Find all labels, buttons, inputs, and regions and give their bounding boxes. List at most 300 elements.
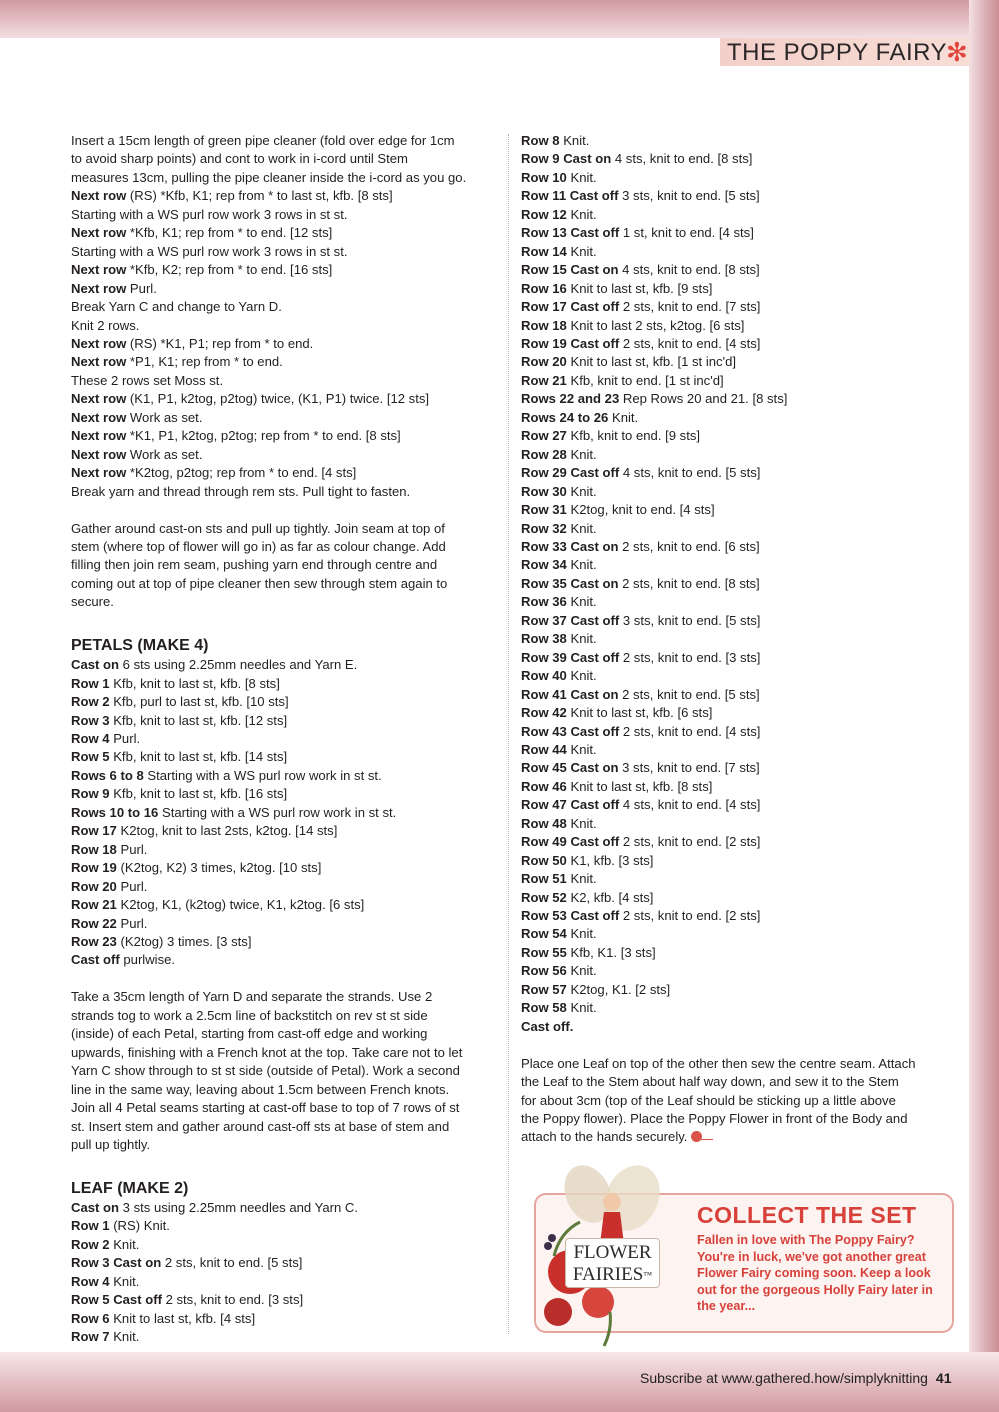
row-instruction: Knit to last st, kfb. [4 sts]	[109, 1310, 256, 1326]
pattern-line	[71, 483, 499, 501]
row-instruction: coming out at top of pipe cleaner then sew through stem again to	[71, 575, 448, 591]
row-label: Row 21	[521, 372, 567, 388]
pattern-line	[521, 741, 949, 759]
row-instruction: Kfb, knit to last st, kfb. [16 sts]	[109, 786, 288, 802]
row-instruction: Starting with a WS purl row work in st st.	[158, 804, 397, 820]
row-instruction: Knit.	[566, 243, 597, 259]
row-label: Row 37 Cast off	[521, 612, 620, 628]
row-instruction: K1, kfb. [3 sts]	[566, 852, 654, 868]
pattern-line	[521, 1128, 949, 1146]
row-label: Rows 10 to 16	[71, 804, 159, 820]
pattern-line	[521, 520, 949, 538]
pattern-line	[521, 132, 949, 150]
row-instruction: 2 sts, knit to end. [2 sts]	[619, 908, 761, 924]
pattern-line	[71, 593, 499, 611]
pattern-line	[521, 704, 949, 722]
pattern-line	[521, 243, 949, 261]
row-instruction: purlwise.	[119, 952, 176, 968]
pattern-line	[71, 1310, 499, 1328]
row-instruction: Knit to last st, kfb. [8 sts]	[566, 778, 713, 794]
page-border-top	[0, 0, 999, 38]
row-instruction: attach to the hands securely.	[521, 1129, 688, 1145]
pattern-line	[521, 796, 949, 814]
row-label: Row 22	[71, 915, 117, 931]
pattern-line	[71, 446, 499, 464]
row-instruction: Rep Rows 20 and 21. [8 sts]	[619, 391, 788, 407]
row-label: Row 13 Cast off	[521, 225, 620, 241]
row-label: Row 14	[521, 243, 567, 259]
promo-body: Fallen in love with The Poppy Fairy? You're in luck, we've got another great Flower Fairy coming soon. Keep a look out for the gorgeous Holly Fairy later in the year...	[697, 1233, 933, 1314]
pattern-line	[71, 951, 499, 969]
row-instruction: Knit.	[566, 206, 597, 222]
pattern-line	[521, 630, 949, 648]
pattern-line	[71, 372, 499, 390]
yarn-ball-icon	[691, 1131, 702, 1142]
pattern-line	[71, 353, 499, 371]
pattern-line	[521, 372, 949, 390]
row-label: Row 17 Cast off	[521, 299, 620, 315]
row-instruction: Knit.	[566, 668, 597, 684]
row-label: Row 29 Cast off	[521, 465, 620, 481]
row-instruction: K2tog, K1, (k2tog) twice, K1, k2tog. [6 sts]	[116, 897, 365, 913]
row-instruction: Kfb, knit to last st, kfb. [14 sts]	[109, 749, 288, 765]
pattern-line	[521, 962, 949, 980]
row-instruction: Starting with a WS purl row work 3 rows in st st.	[71, 206, 348, 222]
row-instruction: Work as set.	[126, 446, 203, 462]
paragraph-gap	[71, 970, 499, 988]
pattern-line	[71, 804, 499, 822]
pattern-line	[71, 1099, 499, 1117]
row-instruction: Knit.	[566, 631, 597, 647]
row-label: Next row	[71, 428, 127, 444]
row-label: Rows 24 to 26	[521, 409, 609, 425]
row-instruction: Kfb, knit to end. [9 sts]	[566, 428, 701, 444]
logo-trademark: ™	[643, 1270, 653, 1280]
row-instruction: Purl.	[109, 731, 141, 747]
footer	[640, 1369, 952, 1387]
row-instruction: Knit to last st, kfb. [9 sts]	[566, 280, 713, 296]
pattern-line	[521, 649, 949, 667]
row-instruction: upwards, finishing with a French knot at the top. Take care not to let	[71, 1044, 463, 1060]
row-instruction: 2 sts, knit to end. [3 sts]	[161, 1292, 304, 1308]
row-instruction: Join all 4 Petal seams starting at cast-off base to top of 7 rows of st	[71, 1100, 460, 1116]
row-label: Row 21	[71, 897, 117, 913]
logo-line-2	[566, 1264, 659, 1286]
row-label: Row 45 Cast on	[521, 760, 619, 776]
pattern-line	[71, 730, 499, 748]
subscribe-link[interactable]: Subscribe at www.gathered.how/simplyknitting	[640, 1370, 928, 1386]
pattern-line	[71, 390, 499, 408]
row-label: Row 53 Cast off	[521, 908, 620, 924]
row-instruction: stem (where top of flower will go in) as far as colour change. Add	[71, 538, 446, 554]
row-instruction: Insert a 15cm length of green pipe cleaner (fold over edge for 1cm	[71, 133, 455, 148]
row-instruction: line in the same way, leaving about 1.5cm between French knots.	[71, 1081, 450, 1097]
pattern-line	[71, 1044, 499, 1062]
paragraph-gap	[71, 501, 499, 519]
pattern-line	[521, 390, 949, 408]
pattern-line	[521, 944, 949, 962]
pattern-line	[521, 427, 949, 445]
row-instruction: *K2tog, p2tog; rep from * to end. [4 sts]	[126, 465, 357, 481]
row-instruction: secure.	[71, 594, 114, 610]
row-label: Row 31	[521, 502, 567, 518]
row-label: Next row	[71, 280, 127, 296]
pattern-line	[71, 298, 499, 316]
row-label: Row 41 Cast on	[521, 686, 619, 702]
row-instruction: 4 sts, knit to end. [8 sts]	[611, 151, 753, 167]
pattern-line	[521, 464, 949, 482]
pattern-line	[71, 1199, 499, 1217]
pattern-line	[521, 723, 949, 741]
row-label: Next row	[71, 354, 127, 370]
row-instruction: These 2 rows set Moss st.	[71, 372, 224, 388]
row-label: Row 5	[71, 749, 110, 765]
pattern-line	[71, 896, 499, 914]
row-instruction: 4 sts, knit to end. [4 sts]	[619, 797, 761, 813]
pattern-line	[71, 1081, 499, 1099]
pattern-line	[71, 1007, 499, 1025]
row-instruction: Knit to last st, kfb. [1 st inc'd]	[566, 354, 736, 370]
row-label: Next row	[71, 225, 127, 241]
row-instruction: 2 sts, knit to end. [7 sts]	[619, 299, 761, 315]
row-instruction: 2 sts, knit to end. [5 sts]	[618, 686, 760, 702]
row-label: Row 42	[521, 705, 567, 721]
row-instruction: 4 sts, knit to end. [8 sts]	[618, 262, 760, 278]
pattern-line	[71, 656, 499, 674]
pattern-line	[521, 778, 949, 796]
pattern-line	[71, 878, 499, 896]
pattern-line	[71, 409, 499, 427]
row-instruction: 2 sts, knit to end. [5 sts]	[161, 1255, 303, 1271]
row-instruction: Knit.	[566, 520, 597, 536]
row-label: Rows 6 to 8	[71, 767, 144, 783]
row-instruction: Place one Leaf on top of the other then sew the centre seam. Attach	[521, 1055, 916, 1071]
pattern-line	[521, 280, 949, 298]
row-instruction: Knit.	[608, 409, 639, 425]
row-label: Row 15 Cast on	[521, 262, 619, 278]
pattern-line	[521, 150, 949, 168]
row-label: Row 57	[521, 981, 567, 997]
pattern-line	[71, 785, 499, 803]
pattern-line	[521, 538, 949, 556]
pattern-line	[521, 483, 949, 501]
pattern-line	[521, 907, 949, 925]
row-instruction: Kfb, knit to end. [1 st inc'd]	[566, 372, 724, 388]
row-instruction: *K1, P1, k2tog, p2tog; rep from * to end. [8 sts]	[126, 428, 401, 444]
row-label: Row 7	[71, 1329, 110, 1345]
row-instruction: Knit.	[566, 926, 597, 942]
row-instruction: (RS) *K1, P1; rep from * to end.	[126, 335, 314, 351]
row-instruction: Knit.	[566, 1000, 597, 1016]
pattern-line	[521, 999, 949, 1017]
row-instruction: strands tog to work a 2.5cm line of backstitch on rev st st side	[71, 1007, 428, 1023]
row-label: Row 28	[521, 446, 567, 462]
row-label: Row 33 Cast on	[521, 538, 619, 554]
page-border-right	[969, 0, 999, 1412]
pattern-line	[71, 1217, 499, 1235]
right-column	[521, 132, 949, 1147]
row-instruction: measures 13cm, pulling the pipe cleaner inside the i-cord as you go.	[71, 169, 467, 185]
row-label: Row 44	[521, 741, 567, 757]
pattern-line	[71, 859, 499, 877]
row-label: Row 40	[521, 668, 567, 684]
row-label: Row 10	[521, 169, 567, 185]
page-title: THE POPPY FAIRY	[727, 39, 948, 66]
row-instruction: 2 sts, knit to end. [6 sts]	[618, 538, 760, 554]
row-instruction: Knit.	[559, 133, 590, 148]
row-instruction: Knit.	[566, 594, 597, 610]
pattern-line	[71, 822, 499, 840]
pattern-line	[521, 833, 949, 851]
row-label: Next row	[71, 446, 127, 462]
row-label: Row 4	[71, 731, 110, 747]
row-instruction: for about 3cm (top of the Leaf should be sticking up a little above	[521, 1092, 896, 1108]
row-instruction: Knit.	[566, 963, 597, 979]
pattern-line	[71, 712, 499, 730]
flower-fairies-logo	[565, 1238, 660, 1288]
row-label: Row 3 Cast on	[71, 1255, 162, 1271]
row-label: Next row	[71, 409, 127, 425]
pattern-line	[71, 427, 499, 445]
pattern-line	[71, 1136, 499, 1154]
row-instruction: *Kfb, K2; rep from * to end. [16 sts]	[126, 262, 333, 278]
pattern-line	[521, 261, 949, 279]
row-label: Next row	[71, 335, 127, 351]
row-label: Row 19	[71, 860, 117, 876]
pattern-line	[71, 933, 499, 951]
row-instruction: *P1, K1; rep from * to end.	[126, 354, 283, 370]
row-instruction: Yarn C show through to st st side (outside of Petal). Work a second	[71, 1063, 460, 1079]
row-instruction: 2 sts, knit to end. [4 sts]	[619, 335, 761, 351]
row-label: Cast off	[71, 952, 120, 968]
row-instruction: Purl.	[116, 915, 148, 931]
left-column	[71, 132, 499, 1346]
pattern-line	[71, 1291, 499, 1309]
pattern-line	[521, 870, 949, 888]
row-instruction: 3 sts, knit to end. [5 sts]	[619, 612, 761, 628]
pattern-line	[71, 1118, 499, 1136]
pattern-line	[71, 261, 499, 279]
pattern-line	[71, 1328, 499, 1346]
row-instruction: Knit.	[109, 1273, 140, 1289]
pattern-line	[521, 759, 949, 777]
row-instruction: 3 sts using 2.25mm needles and Yarn C.	[119, 1199, 358, 1215]
row-instruction: 2 sts, knit to end. [4 sts]	[619, 723, 761, 739]
pattern-line	[521, 353, 949, 371]
row-label: Row 30	[521, 483, 567, 499]
logo-line-2-text: FAIRIES	[572, 1264, 644, 1285]
row-label: Cast on	[71, 657, 120, 673]
pattern-line	[521, 593, 949, 611]
pattern-line	[71, 132, 499, 150]
row-label: Row 50	[521, 852, 567, 868]
pattern-line	[521, 501, 949, 519]
row-instruction: Knit.	[566, 446, 597, 462]
row-label: Next row	[71, 262, 127, 278]
row-label: Row 58	[521, 1000, 567, 1016]
pattern-line	[521, 446, 949, 464]
row-label: Row 54	[521, 926, 567, 942]
row-label: Row 38	[521, 631, 567, 647]
pattern-line	[71, 767, 499, 785]
pattern-line	[71, 206, 499, 224]
row-instruction: 2 sts, knit to end. [2 sts]	[619, 834, 761, 850]
row-instruction: 3 sts, knit to end. [5 sts]	[618, 188, 760, 204]
row-instruction: K2tog, K1. [2 sts]	[566, 981, 671, 997]
logo-line-1: FLOWER	[573, 1242, 652, 1263]
row-instruction: K2tog, knit to last 2sts, k2tog. [14 sts]	[116, 823, 338, 839]
row-label: Cast off.	[521, 1018, 574, 1034]
row-instruction: Knit 2 rows.	[71, 317, 140, 333]
row-instruction: Kfb, knit to last st, kfb. [12 sts]	[109, 712, 288, 728]
row-label: Row 4	[71, 1273, 110, 1289]
row-label: Row 17	[71, 823, 117, 839]
row-instruction: Knit to last 2 sts, k2tog. [6 sts]	[566, 317, 745, 333]
row-label: Row 20	[521, 354, 567, 370]
row-label: Row 43 Cast off	[521, 723, 620, 739]
row-label: Row 9 Cast on	[521, 151, 612, 167]
column-divider	[508, 134, 509, 1334]
pattern-line	[521, 1055, 949, 1073]
row-label: Row 19 Cast off	[521, 335, 620, 351]
section-heading: LEAF (MAKE 2)	[71, 1179, 189, 1197]
row-label: Row 52	[521, 889, 567, 905]
pattern-line	[71, 520, 499, 538]
row-label: Row 39 Cast off	[521, 649, 620, 665]
row-label: Row 56	[521, 963, 567, 979]
row-label: Row 20	[71, 878, 117, 894]
pattern-line	[521, 981, 949, 999]
pattern-line	[521, 409, 949, 427]
row-instruction: filling then join rem seam, pushing yarn end through centre and	[71, 557, 438, 573]
pattern-line	[71, 317, 499, 335]
row-instruction: K2, kfb. [4 sts]	[566, 889, 654, 905]
row-label: Row 36	[521, 594, 567, 610]
row-label: Row 1	[71, 1218, 110, 1234]
row-instruction: Knit.	[566, 169, 597, 185]
row-instruction: st. Insert stem and gather around cast-off sts at base of stem and	[71, 1118, 450, 1134]
row-instruction: Purl.	[126, 280, 157, 296]
pattern-line	[71, 1236, 499, 1254]
promo-title: COLLECT THE SET	[697, 1202, 917, 1228]
row-label: Rows 22 and 23	[521, 391, 620, 407]
row-instruction: Knit.	[109, 1236, 140, 1252]
paragraph-gap	[71, 612, 499, 630]
pattern-line	[71, 169, 499, 187]
pattern-line	[71, 224, 499, 242]
pattern-line	[71, 280, 499, 298]
row-instruction: Break Yarn C and change to Yarn D.	[71, 299, 282, 315]
row-label: Row 11 Cast off	[521, 188, 619, 204]
pattern-line	[521, 317, 949, 335]
row-instruction: Knit.	[109, 1329, 140, 1345]
pattern-line	[521, 1092, 949, 1110]
pattern-line	[71, 556, 499, 574]
row-instruction: Purl.	[116, 841, 148, 857]
row-label: Row 8	[521, 133, 560, 148]
paragraph-gap	[71, 1154, 499, 1172]
pattern-line	[521, 298, 949, 316]
pattern-line	[521, 187, 949, 205]
row-label: Row 18	[71, 841, 117, 857]
row-instruction: Kfb, knit to last st, kfb. [8 sts]	[109, 675, 280, 691]
row-label: Row 5 Cast off	[71, 1292, 162, 1308]
pattern-line	[71, 464, 499, 482]
row-label: Row 46	[521, 778, 567, 794]
pattern-line	[71, 1254, 499, 1272]
row-label: Row 47 Cast off	[521, 797, 620, 813]
row-instruction: Starting with a WS purl row work 3 rows in st st.	[71, 243, 348, 259]
pattern-line	[71, 841, 499, 859]
pattern-line	[521, 1018, 949, 1036]
row-label: Row 12	[521, 206, 567, 222]
row-instruction: Knit.	[566, 557, 597, 573]
row-instruction: (K2tog, K2) 3 times, k2tog. [10 sts]	[116, 860, 322, 876]
pattern-line	[71, 575, 499, 593]
pattern-line	[521, 206, 949, 224]
row-instruction: to avoid sharp points) and cont to work in i-cord until Stem	[71, 151, 408, 167]
row-instruction: the Leaf to the Stem about half way down, and sew it to the Stem	[521, 1074, 899, 1090]
row-label: Row 16	[521, 280, 567, 296]
row-instruction: Knit.	[566, 871, 597, 887]
pattern-line	[71, 915, 499, 933]
pattern-line	[71, 675, 499, 693]
pattern-line	[521, 335, 949, 353]
pattern-line	[71, 187, 499, 205]
row-label: Row 32	[521, 520, 567, 536]
row-instruction: Gather around cast-on sts and pull up tightly. Join seam at top of	[71, 520, 445, 536]
row-instruction: 3 sts, knit to end. [7 sts]	[618, 760, 760, 776]
row-instruction: 2 sts, knit to end. [3 sts]	[619, 649, 761, 665]
pattern-line	[71, 150, 499, 168]
pattern-line	[71, 1273, 499, 1291]
row-instruction: 6 sts using 2.25mm needles and Yarn E.	[119, 657, 358, 673]
row-instruction: Kfb, purl to last st, kfb. [10 sts]	[109, 694, 289, 710]
section-heading: PETALS (MAKE 4)	[71, 637, 209, 655]
row-instruction: Take a 35cm length of Yarn D and separate the strands. Use 2	[71, 989, 433, 1005]
pattern-line	[521, 686, 949, 704]
pattern-line	[71, 243, 499, 261]
pattern-line	[521, 889, 949, 907]
row-label: Row 23	[71, 934, 117, 949]
row-instruction: 2 sts, knit to end. [8 sts]	[618, 575, 760, 591]
row-instruction: Break yarn and thread through rem sts. Pull tight to fasten.	[71, 483, 411, 499]
row-label: Row 48	[521, 815, 567, 831]
row-instruction: 4 sts, knit to end. [5 sts]	[619, 465, 761, 481]
row-instruction: Knit.	[566, 483, 597, 499]
row-label: Row 2	[71, 694, 110, 710]
row-label: Row 18	[521, 317, 567, 333]
row-label: Row 27	[521, 428, 567, 444]
row-label: Row 9	[71, 786, 110, 802]
pattern-line	[71, 1062, 499, 1080]
pattern-line	[71, 335, 499, 353]
row-label: Row 34	[521, 557, 567, 573]
asterisk-flower-icon: ✻	[946, 37, 968, 67]
row-instruction: Purl.	[116, 878, 148, 894]
row-instruction: 1 st, knit to end. [4 sts]	[619, 225, 754, 241]
row-instruction: K2tog, knit to end. [4 sts]	[566, 502, 715, 518]
row-label: Row 49 Cast off	[521, 834, 620, 850]
row-instruction: (RS) Knit.	[109, 1218, 170, 1234]
row-instruction: Kfb, K1. [3 sts]	[566, 944, 656, 960]
row-instruction: the Poppy flower). Place the Poppy Flower in front of the Body and	[521, 1111, 908, 1126]
pattern-line	[521, 556, 949, 574]
row-instruction: (K1, P1, k2tog, p2tog) twice, (K1, P1) twice. [12 sts]	[126, 391, 430, 407]
pattern-line	[71, 988, 499, 1006]
pattern-line	[521, 667, 949, 685]
pattern-line	[521, 1073, 949, 1091]
